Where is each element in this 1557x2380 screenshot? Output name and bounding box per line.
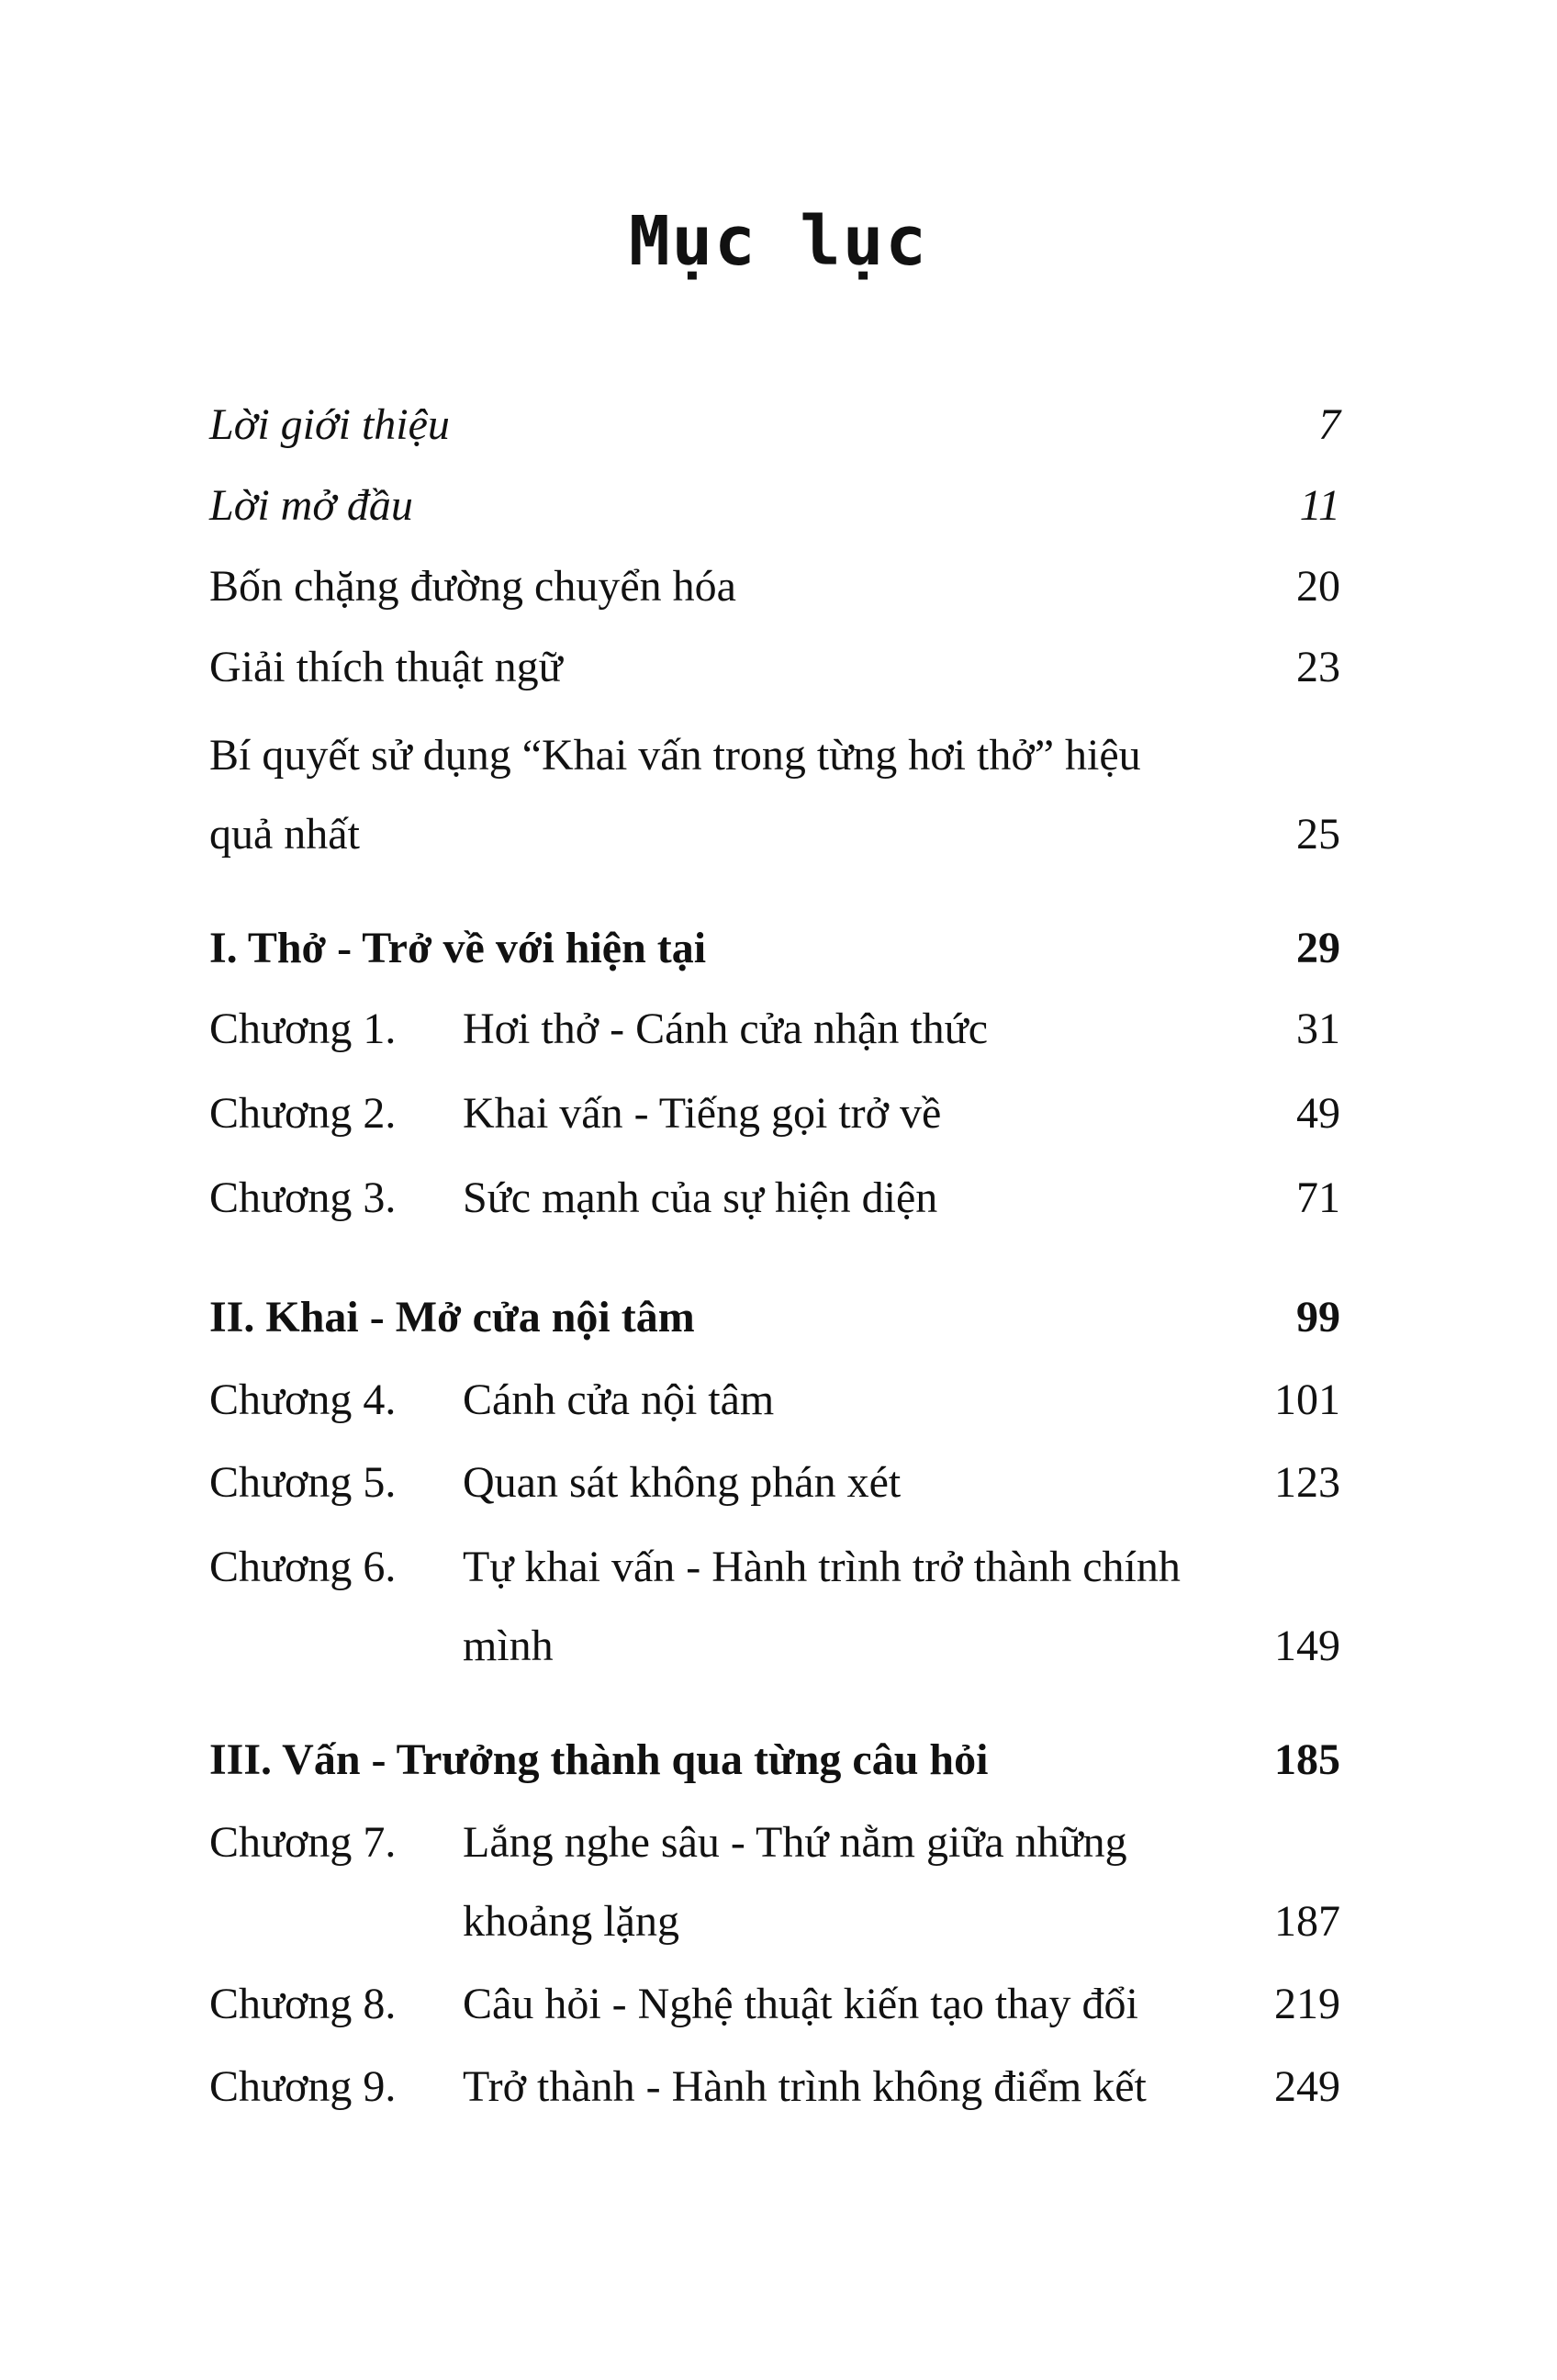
toc-page-number: 29	[1296, 924, 1340, 972]
toc-chapter-4	[209, 1361, 1340, 1440]
toc-entry-usage-tips	[209, 716, 1340, 874]
toc-chapter-2	[209, 1074, 1340, 1153]
chapter-number: Chương 3.	[209, 1173, 397, 1222]
toc-page-number: 187	[1274, 1897, 1340, 1946]
toc-entry-label: Lời mở đầu	[209, 481, 413, 530]
chapter-number: Chương 6.	[209, 1543, 397, 1591]
page-title: Mục lục	[629, 202, 928, 281]
toc-part-3	[209, 1721, 1340, 1800]
toc-page-number: 25	[1296, 810, 1340, 859]
chapter-number: Chương 2.	[209, 1089, 397, 1138]
toc-page-number: 7	[1318, 400, 1340, 449]
toc-page-number: 249	[1274, 2062, 1340, 2111]
toc-page-number: 20	[1296, 562, 1340, 611]
toc-part-label: I. Thở - Trở về với hiện tại	[209, 924, 707, 972]
chapter-title: Sức mạnh của sự hiện diện	[463, 1173, 938, 1222]
toc-chapter-9	[209, 2048, 1340, 2127]
chapter-title: Cánh cửa nội tâm	[463, 1375, 775, 1424]
toc-page-number: 11	[1299, 481, 1340, 530]
chapter-number: Chương 9.	[209, 2062, 397, 2111]
chapter-title: Khai vấn - Tiếng gọi trở về	[463, 1089, 942, 1138]
toc-chapter-6	[209, 1528, 1340, 1686]
chapter-title: Câu hỏi - Nghệ thuật kiến tạo thay đổi	[463, 1980, 1138, 2028]
toc-entry-four-stages	[209, 547, 1340, 626]
toc-part-1	[209, 909, 1340, 988]
chapter-title: Tự khai vấn - Hành trình trở thành chính mình	[463, 1543, 1181, 1670]
toc-entry-preface	[209, 466, 1340, 545]
chapter-title: Hơi thở - Cánh cửa nhận thức	[463, 1005, 988, 1053]
toc-chapter-1	[209, 990, 1340, 1069]
toc-page-number: 49	[1296, 1089, 1340, 1138]
toc-page-number: 71	[1296, 1173, 1340, 1222]
chapter-number: Chương 1.	[209, 1005, 397, 1053]
chapter-number: Chương 4.	[209, 1375, 397, 1424]
chapter-number: Chương 5.	[209, 1458, 397, 1507]
toc-entry-label: Lời giới thiệu	[209, 400, 450, 449]
chapter-title: Trở thành - Hành trình không điểm kết	[463, 2062, 1147, 2111]
toc-part-label: II. Khai - Mở cửa nội tâm	[209, 1293, 695, 1342]
chapter-title: Quan sát không phán xét	[463, 1458, 902, 1507]
chapter-title: Lắng nghe sâu - Thứ nằm giữa những khoảng lặng	[463, 1818, 1127, 1946]
chapter-number: Chương 8.	[209, 1980, 397, 2028]
toc-entry-label: Bốn chặng đường chuyển hóa	[209, 562, 736, 611]
toc-page-number: 123	[1274, 1458, 1340, 1507]
toc-page-number: 149	[1274, 1622, 1340, 1670]
toc-part-2	[209, 1278, 1340, 1357]
toc-page-number: 23	[1296, 643, 1340, 691]
toc-chapter-3	[209, 1159, 1340, 1238]
toc-chapter-8	[209, 1965, 1340, 2044]
toc-part-label: III. Vấn - Trưởng thành qua từng câu hỏi	[209, 1735, 989, 1784]
toc-chapter-5	[209, 1443, 1340, 1522]
chapter-number: Chương 7.	[209, 1818, 397, 1867]
toc-entry-label: Bí quyết sử dụng “Khai vấn trong từng hơi thở” hiệu quả nhất	[209, 731, 1141, 859]
toc-page-number: 31	[1296, 1005, 1340, 1053]
toc-page-number: 185	[1274, 1735, 1340, 1784]
toc-chapter-7	[209, 1803, 1340, 1961]
toc-page-number: 219	[1274, 1980, 1340, 2028]
toc-entry-label: Giải thích thuật ngữ	[209, 643, 563, 691]
toc-entry-glossary	[209, 628, 1340, 707]
toc-entry-introduction	[209, 386, 1340, 465]
toc-page-number: 99	[1296, 1293, 1340, 1342]
toc-page-number: 101	[1274, 1375, 1340, 1424]
